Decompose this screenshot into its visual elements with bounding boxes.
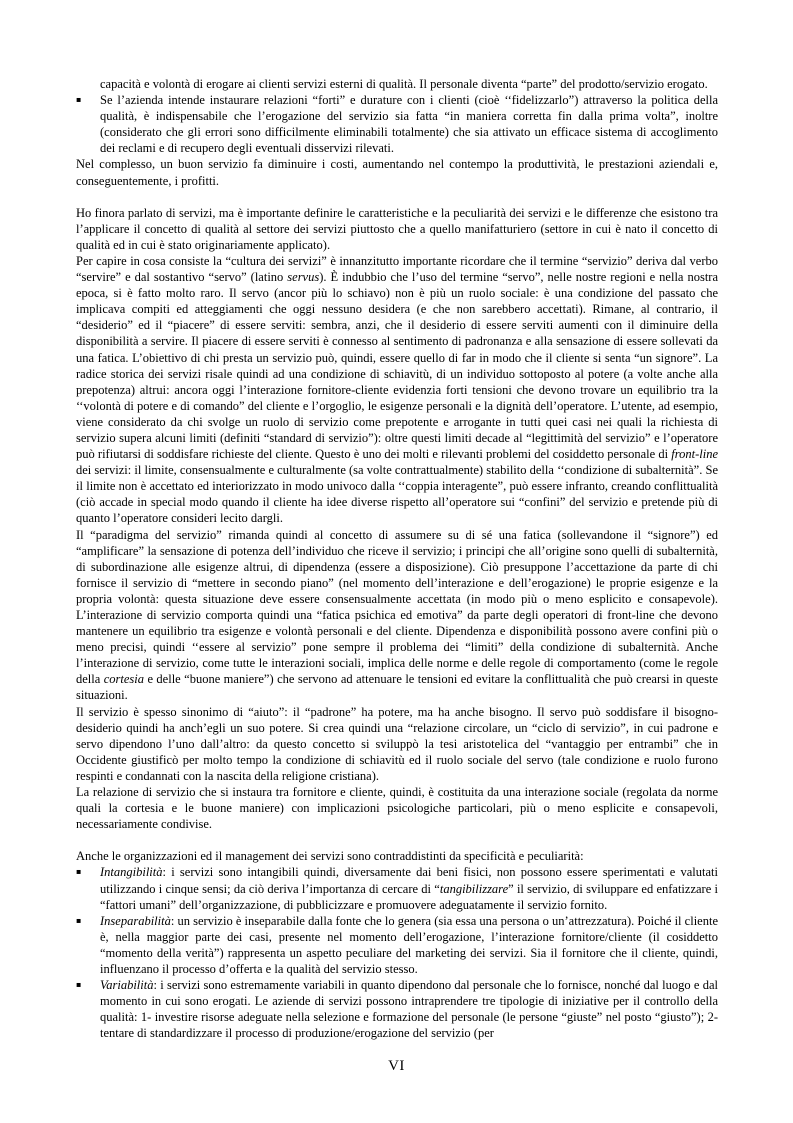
cortesia-term: cortesia: [103, 672, 145, 687]
paradigma-text-2: e delle “buone maniere”) che servono ad attenuare le tensioni ed evitare la conflittualità che può crearsi in queste situazioni.: [76, 672, 718, 703]
relazione-paragraph: La relazione di servizio che si instaura tra fornitore e cliente, quindi, è costituita da una interazione sociale (regolata da norme quali la cortesia e le buone maniere) con implicazioni psicologiche particolari, più o meno esplicite e consapevoli, necessariamente condivise.: [76, 785, 718, 832]
servus-term: servus: [287, 270, 320, 285]
cultura-paragraph: [76, 253, 718, 527]
tangibilizzare-term: tangibilizzare: [439, 881, 509, 896]
paradigma-text-1: Il “paradigma del servizio” rimanda quindi al concetto di assumere su di sé una fatica (sollevandone il “signore”) ed “amplificare” la sensazione di potenza dell’individuo che riceve il servizio; i principi che all’origine sono quelli di subalternità, di subordinazione alle esigenze altrui, di dipendenza (essere a disposizione). Ciò presuppone l’accettazione da parte di chi fornisce il servizio di “mettere in secondo piano” (nel momento dell’interazione e dell’erogazione) le proprie esigenze e la propria volontà: questa situazione deve essere consensualmente accettata (in modo più o meno esplicito e consapevole). L’interazione di servizio comporta quindi una “fatica psichica ed emotiva” da parte degli operatori di front-line che devono mantenere un equilibrio tra esigenze e volontà personali e del cliente. Dipendenza e disponibilità possono avere confini più o meno precisi, quindi ‘‘essere al servizio” pone sempre il problema dei “limiti” della condizione di subalternità. Anche l’interazione di servizio, come tutte le interazioni sociali, implica delle norme e delle regole di comportamento (come le regole della: [76, 527, 718, 687]
bullet-intangibilita: [76, 864, 718, 912]
inseparabilita-term: Inseparabilità: [100, 913, 171, 928]
paragraph-gap: [76, 189, 718, 205]
body-text: [76, 76, 718, 1041]
bullet-inseparabilita: [76, 913, 718, 977]
conclusion-paragraph: Nel complesso, un buon servizio fa diminuire i costi, aumentando nel contempo la produttività, le prestazioni aziendali e, conseguentemente, i profitti.: [76, 157, 718, 188]
bullet-square-icon: ▪: [76, 95, 82, 105]
cultura-text-3: dei servizi: il limite, consensualmente e culturalmente (sa volte contrattualmente) stabilito della ‘‘condizione di subalternità”. Se il limite non è accettato ed interiorizzato in modo univoco dalla ‘‘coppia interagente”, può essere infranto, creando conflittualità (ciò accade in special modo quando il cliente ha idee diverse rispetto all’operatore sui “confini” del servizio e pretende più di quanto l’operatore consideri lecito dargli.: [76, 463, 718, 526]
cultura-text-2: ). È indubbio che l’uso del termine “servo”, nelle nostre regioni e nella nostra epoca, si è fatto molto raro. Il servo (ancor più lo schiavo) non è più un ruolo sociale: è una condizione del passato che implicava compiti ed atteggiamenti che oggi nessuno desidera (e che non sarebbero accettati). Rimane, al contrario, il “desiderio” ed il “piacere” di essere serviti: sembra, anzi, che il desiderio di essere serviti aumenti con il diminuire della disponibilità a servire. Il piacere di essere serviti è connesso al sentimento di padronanza e alla sensazione di essere sollevati da una fatica. L’obiettivo di chi presta un servizio può, quindi, essere quello di far in modo che il cliente si senta “un signore”. La radice storica dei servizi risale quindi ad una condizione di schiavitù, di un individuo sottoposto al potere (a volte anche alla prepotenza) altrui: ancora oggi l’interazione fornitore-cliente evidenzia forti tensioni che devono trovare un equilibrio tra la ‘‘volontà di potere e di comando” del cliente e l’orgoglio, le esigenze personali e la dignità dell’operatore. L’utente, ad esempio, viene considerato da chi svolge un ruolo di servizio come prepotente e arrogante in tutti quei casi nei quali la richiesta di servizio supera alcuni limiti (definiti “standard di servizio”): oltre questi limiti decade al “legittimità del servizio” e l’operatore può rifiutarsi di soddisfare richieste del cliente. Questo è uno dei molti e rilevanti problemi del cosiddetto personale di: [76, 270, 718, 462]
page-number: VI: [388, 1058, 405, 1074]
cultura-text-1: Per capire in cosa consiste la “cultura dei servizi” è innanzitutto importante ricordare che il termine “servizio” deriva dal verbo “servire” e dal sostantivo “servo” (latino: [76, 253, 718, 285]
intangibilita-text-1: : i servizi sono intangibili quindi, diversamente dai beni fisici, non possono essere sperimentati e valutati utilizzando i cinque sensi; da ciò deriva l’importanza di cercare di “: [100, 865, 718, 896]
bullet-variabilita: [76, 977, 718, 1041]
bullet-square-icon: ▪: [76, 980, 82, 990]
variabilita-text: : i servizi sono estremamente variabili in quanto dipendono dal personale che lo fornisce, nonché dal luogo e dal momento in cui sono erogati. Le aziende di servizi possono intraprendere tre tipologie di iniziative per il controllo della qualità: 1- investire risorse adeguate nella selezione e formazione del personale (le persone “giuste” nel posto “giusto”); 2- tentare di standardizzare il processo di produzione/erogazione del servizio (per: [100, 978, 718, 1041]
paragraph-gap: [76, 832, 718, 848]
intangibilita-text-2: ” il servizio, di sviluppare ed enfatizzare i “fattori umani” dell’organizzazione, di pubblicizzare e promuovere adeguatamente il servizio fornito.: [100, 881, 718, 912]
inseparabilita-text: : un servizio è inseparabile dalla fonte che lo genera (sia essa una persona o un’attrezzatura). Poiché il cliente è, nella maggior parte dei casi, presente nel momento dell’erogazione, l’interazione fornitore/cliente (il cosiddetto “momento della verità”) rappresenta un aspetto peculiare del marketing dei servizi. Sia il fornitore che il cliente, quindi, influenzano il processo d’offerta e la qualità del servizio stesso.: [100, 913, 718, 976]
bullet-fidelizzare: [76, 92, 718, 156]
bullet-square-icon: ▪: [76, 867, 82, 877]
front-line-term: front-line: [671, 447, 718, 462]
bullet-square-icon: ▪: [76, 915, 82, 925]
bullet-fidelizzare-text: Se l’azienda intende instaurare relazioni “forti” e durature con i clienti (cioè ‘‘fidelizzarlo”) attraverso la politica della qualità, è indispensabile che l’erogazione del servizio sia fatta “in maniera corretta fin dalla prima volta”, inoltre (considerato che gli errori sono difficilmente eliminabili totalmente) che sia attivato un efficace sistema di accoglimento dei reclami e di recupero degli eventuali disservizi rilevati.: [100, 93, 718, 156]
aiuto-paragraph: Il servizio è spesso sinonimo di “aiuto”: il “padrone” ha potere, ma ha anche bisogno. Il servo può soddisfare il bisogno-desiderio quindi ha anch’egli un suo potere. Si crea quindi una “relazione circolare, un “ciclo di servizio”, in cui padrone e servo dipendono l’uno dall’altro: da questo concetto si sviluppò la tesi aristotelica del “vantaggio per entrambi” che in Occidente giustificò per molto tempo la condizione di schiavitù ed il ruolo sociale del servo (tale condizione e ruolo furono respinti e condannati con la nascita della religione cristiana).: [76, 704, 718, 783]
organizations-intro: Anche le organizzazioni ed il management dei servizi sono contraddistinti da specificità e peculiarità:: [76, 849, 584, 864]
intro-paragraph: Ho finora parlato di servizi, ma è importante definire le caratteristiche e la peculiarità dei servizi e le differenze che esistono tra l’applicare il concetto di qualità al settore dei servizi piuttosto che a quello manifatturiero (settore in cui è nato il concetto di qualità ed in cui è stato originariamente applicato).: [76, 205, 718, 252]
variabilita-term: Variabilità: [100, 978, 154, 993]
continued-bullet-text: capacità e volontà di erogare ai clienti servizi esterni di qualità. Il personale diventa “parte” del prodotto/servizio erogato.: [100, 77, 708, 91]
intangibilita-term: Intangibilità: [100, 865, 163, 880]
paradigma-paragraph: [76, 527, 718, 704]
